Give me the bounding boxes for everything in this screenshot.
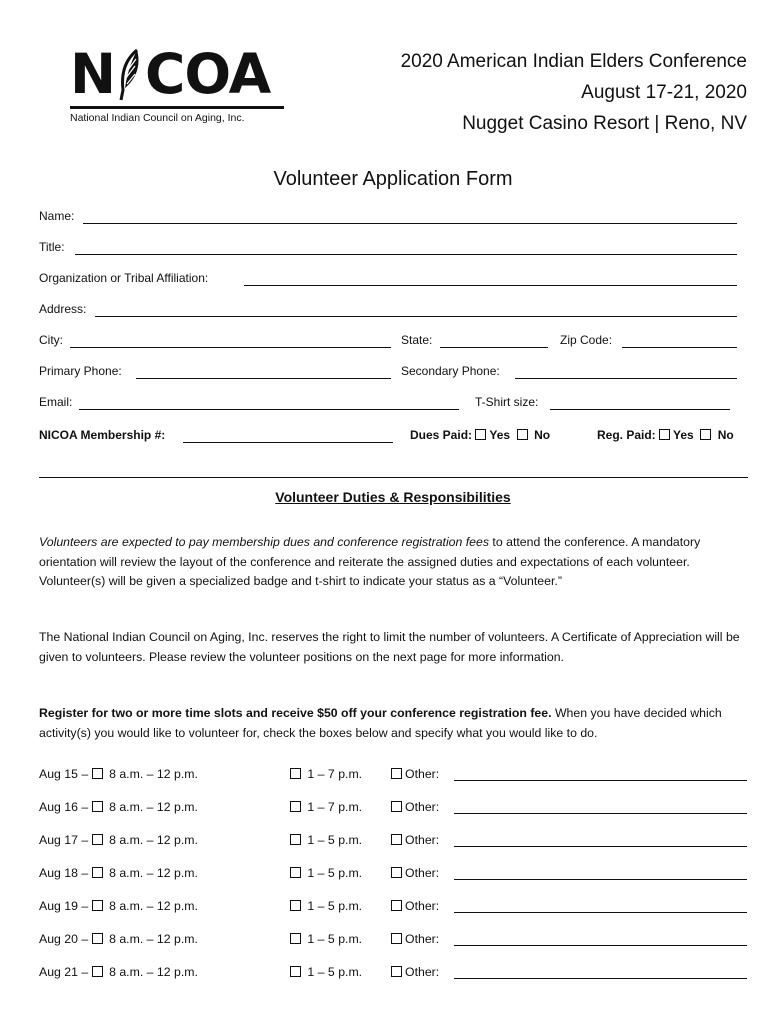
schedule-row-morning [39,767,198,781]
morning-checkbox[interactable] [92,867,103,878]
tshirt-field[interactable] [550,409,730,410]
other-field[interactable] [454,813,747,814]
secondary-phone-field[interactable] [515,378,737,379]
other-checkbox[interactable] [391,867,402,878]
tshirt-label: T-Shirt size: [475,395,539,409]
zip-field[interactable] [622,347,737,348]
name-field[interactable] [83,223,737,224]
nicoa-logo [70,44,270,104]
paragraph-register [39,704,749,743]
zip-label: Zip Code: [560,333,613,347]
afternoon-checkbox[interactable] [290,834,301,845]
reg-paid-label: Reg. Paid: [597,428,656,442]
schedule-day: Aug 19 – [39,899,89,913]
logo-letter-n: N [70,42,116,106]
name-label: Name: [39,209,75,223]
schedule-row-afternoon [290,932,362,946]
paragraph-expectations-text: to attend the conference. A mandatory orientation will review the layout of the conference and reiterate the assigned duties and expectations of each volunteer. Volunteer(s) will be given a specialized badge and t-shirt to indicate your status as a “Volunteer.” [39,535,701,588]
afternoon-checkbox[interactable] [290,933,301,944]
morning-slot-label: 8 a.m. – 12 p.m. [109,932,198,946]
address-label: Address: [39,302,87,316]
state-field[interactable] [440,347,548,348]
afternoon-slot-label: 1 – 5 p.m. [307,932,363,946]
other-label: Other: [405,965,440,979]
feather-icon [115,44,145,104]
schedule-row-afternoon [290,866,362,880]
afternoon-checkbox[interactable] [290,768,301,779]
other-field[interactable] [454,978,747,979]
other-field[interactable] [454,846,747,847]
afternoon-slot-label: 1 – 7 p.m. [307,800,363,814]
other-field[interactable] [454,879,747,880]
schedule-row-other [391,899,439,913]
afternoon-slot-label: 1 – 5 p.m. [307,899,363,913]
schedule-row-morning [39,932,198,946]
conference-dates: August 17-21, 2020 [581,82,747,103]
schedule-row-afternoon [290,800,362,814]
afternoon-checkbox[interactable] [290,966,301,977]
other-checkbox[interactable] [391,801,402,812]
schedule-row-afternoon [290,833,362,847]
morning-checkbox[interactable] [92,933,103,944]
schedule-day: Aug 17 – [39,833,89,847]
afternoon-slot-label: 1 – 7 p.m. [307,767,363,781]
morning-checkbox[interactable] [92,801,103,812]
other-checkbox[interactable] [391,933,402,944]
email-label: Email: [39,395,73,409]
title-field[interactable] [75,254,737,255]
other-label: Other: [405,899,440,913]
schedule-row-other [391,866,439,880]
schedule-row-other [391,800,439,814]
conference-venue: Nugget Casino Resort | Reno, NV [462,113,747,134]
dues-paid-label: Dues Paid: [410,428,473,442]
other-label: Other: [405,833,440,847]
state-label: State: [401,333,433,347]
afternoon-checkbox[interactable] [290,900,301,911]
morning-checkbox[interactable] [92,966,103,977]
paragraph-register-text: When you have decided which activity(s) you would like to volunteer for, check the boxes below and specify what you would like to do. [39,706,722,740]
address-field[interactable] [95,316,737,317]
afternoon-slot-label: 1 – 5 p.m. [307,866,363,880]
schedule-row-morning [39,866,198,880]
primary-phone-label: Primary Phone: [39,364,122,378]
morning-checkbox[interactable] [92,834,103,845]
other-checkbox[interactable] [391,834,402,845]
other-checkbox[interactable] [391,900,402,911]
morning-slot-label: 8 a.m. – 12 p.m. [109,899,198,913]
reg-paid-group [597,428,734,442]
dues-no-label: No [534,428,551,442]
schedule-row-morning [39,833,198,847]
morning-checkbox[interactable] [92,900,103,911]
other-label: Other: [405,767,440,781]
schedule-day: Aug 18 – [39,866,89,880]
schedule-day: Aug 21 – [39,965,89,979]
organization-label: Organization or Tribal Affiliation: [39,271,209,285]
paragraph-expectations-italic: Volunteers are expected to pay membership dues and conference registration fees [39,535,490,549]
schedule-day: Aug 15 – [39,767,89,781]
schedule-row-other [391,965,439,979]
other-label: Other: [405,932,440,946]
organization-field[interactable] [244,285,737,286]
reg-no-checkbox[interactable] [700,429,711,440]
other-field[interactable] [454,945,747,946]
schedule-day: Aug 20 – [39,932,89,946]
dues-no-checkbox[interactable] [517,429,528,440]
schedule-row-afternoon [290,899,362,913]
dues-yes-checkbox[interactable] [475,429,486,440]
paragraph-reservation: The National Indian Council on Aging, Inc. reserves the right to limit the number of volunteers. A Certificate of Appreciation will be given to volunteers. Please review the volunteer positions on the next page for more information. [39,630,740,664]
form-title: Volunteer Application Form [273,168,513,190]
section-divider [39,477,748,478]
section-title: Volunteer Duties & Responsibilities [275,489,511,505]
reg-yes-checkbox[interactable] [659,429,670,440]
afternoon-slot-label: 1 – 5 p.m. [307,833,363,847]
city-label: City: [39,333,63,347]
morning-slot-label: 8 a.m. – 12 p.m. [109,833,198,847]
morning-slot-label: 8 a.m. – 12 p.m. [109,866,198,880]
schedule-day: Aug 16 – [39,800,89,814]
morning-slot-label: 8 a.m. – 12 p.m. [109,767,198,781]
membership-field[interactable] [183,442,393,443]
paragraph-register-bold: Register for two or more time slots and receive $50 off your conference registration fee. [39,706,552,720]
other-checkbox[interactable] [391,768,402,779]
morning-slot-label: 8 a.m. – 12 p.m. [109,965,198,979]
title-label: Title: [39,240,65,254]
schedule-row-afternoon [290,767,362,781]
other-label: Other: [405,866,440,880]
schedule-row-morning [39,899,198,913]
paragraph-expectations [39,533,749,592]
other-label: Other: [405,800,440,814]
membership-label: NICOA Membership #: [39,428,166,442]
other-field[interactable] [454,912,747,913]
primary-phone-field[interactable] [136,378,391,379]
afternoon-checkbox[interactable] [290,801,301,812]
schedule-row-other [391,767,439,781]
afternoon-slot-label: 1 – 5 p.m. [307,965,363,979]
schedule-row-afternoon [290,965,362,979]
logo-underline [70,106,284,109]
schedule-row-morning [39,965,198,979]
schedule-row-other [391,932,439,946]
schedule-row-morning [39,800,198,814]
city-field[interactable] [70,347,391,348]
dues-yes-label: Yes [489,428,511,442]
dues-paid-group [410,428,550,442]
reg-yes-label: Yes [673,428,694,442]
logo-letters-coa: COA [145,42,271,106]
afternoon-checkbox[interactable] [290,867,301,878]
reg-no-label: No [717,428,734,442]
other-checkbox[interactable] [391,966,402,977]
secondary-phone-label: Secondary Phone: [401,364,500,378]
email-field[interactable] [79,409,459,410]
other-field[interactable] [454,780,747,781]
conference-name: 2020 American Indian Elders Conference [400,51,747,72]
logo-subtitle: National Indian Council on Aging, Inc. [70,112,245,124]
morning-checkbox[interactable] [92,768,103,779]
schedule-row-other [391,833,439,847]
morning-slot-label: 8 a.m. – 12 p.m. [109,800,198,814]
